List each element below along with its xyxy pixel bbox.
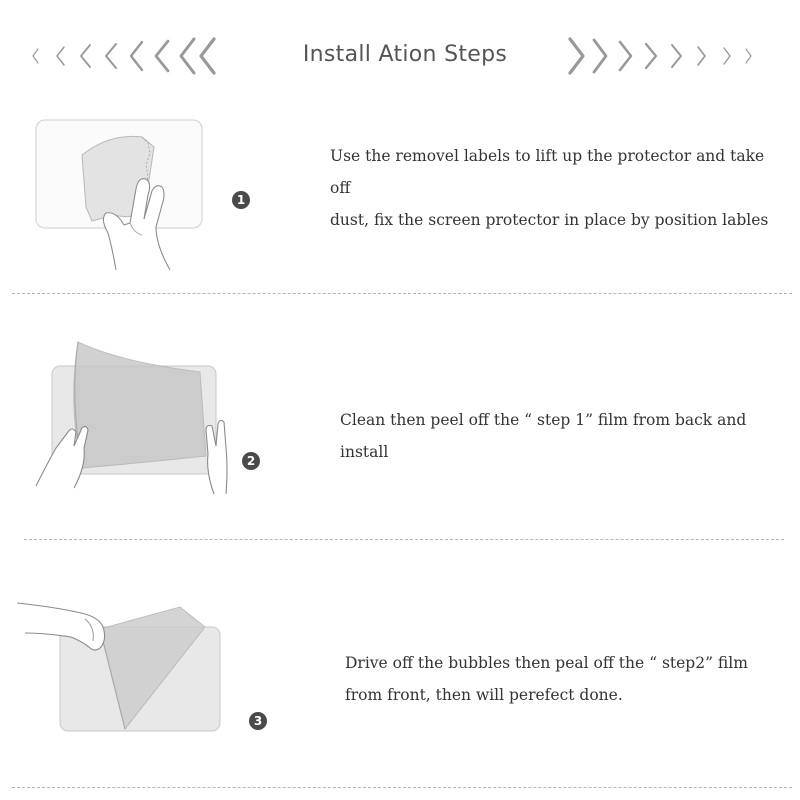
step-3-text-line-1: Drive off the bubbles then peal off the “ step2” film (345, 654, 748, 672)
step-3 (0, 542, 800, 782)
chevrons-left-icon (28, 36, 218, 76)
step-3-illustration (15, 597, 230, 737)
step-2-description (340, 404, 760, 468)
page-title: Install Ation Steps (302, 42, 508, 67)
step-2-text-line-1: Clean then peel off the “ step 1” film from back and (340, 411, 747, 429)
step-2-text-line-2: install (340, 443, 389, 461)
step-1-description (330, 140, 770, 236)
step-1-text-line-1: Use the removel labels to lift up the protector and take off (330, 147, 765, 197)
step-1-text-line-2: dust, fix the screen protector in place by position lables (330, 211, 769, 229)
divider-3 (12, 787, 792, 788)
step-3-description (345, 647, 765, 711)
step-2-illustration (30, 336, 230, 501)
divider-1 (12, 293, 792, 294)
step-1 (0, 110, 800, 290)
step-1-number-badge: 1 (232, 191, 250, 209)
step-2 (0, 296, 800, 536)
step-3-number-badge: 3 (249, 712, 267, 730)
step-1-illustration (30, 115, 210, 275)
step-3-text-line-2: from front, then will perefect done. (345, 686, 623, 704)
chevrons-right-icon (564, 36, 759, 76)
divider-2 (24, 539, 784, 540)
step-2-number-badge: 2 (242, 452, 260, 470)
header (0, 0, 800, 110)
